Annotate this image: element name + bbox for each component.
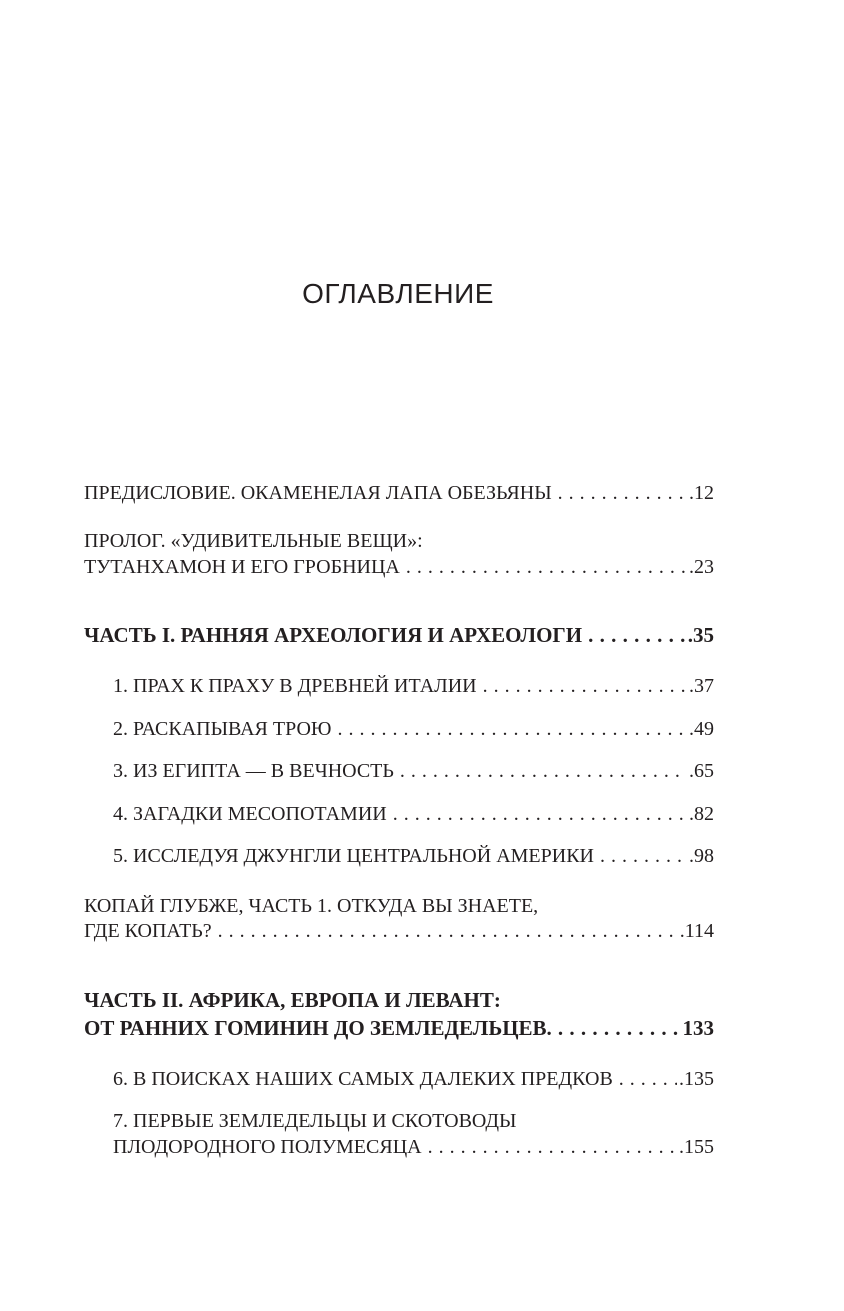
toc-entry-chapter-1[interactable] (113, 673, 714, 699)
toc-entry-title: ПРЕДИСЛОВИЕ. ОКАМЕНЕЛАЯ ЛАПА ОБЕЗЬЯНЫ (84, 482, 552, 504)
toc-entry-title: 3. ИЗ ЕГИПТА — В ВЕЧНОСТЬ (113, 760, 394, 782)
toc-entry-chapter-4[interactable] (113, 801, 714, 827)
toc-entry-title: 2. РАСКАПЫВАЯ ТРОЮ (113, 718, 332, 740)
toc-entry-title: 4. ЗАГАДКИ МЕСОПОТАМИИ (113, 803, 387, 825)
toc-entry-title: ГДЕ КОПАТЬ? (84, 920, 212, 942)
toc-entry-prologue[interactable] (84, 554, 714, 580)
toc-entry-title: ТУТАНХАМОН И ЕГО ГРОБНИЦА (84, 556, 400, 578)
toc-page-number: .114 (679, 920, 714, 942)
leader-dots (218, 918, 678, 944)
toc-entry-title: 5. ИССЛЕДУЯ ДЖУНГЛИ ЦЕНТРАЛЬНОЙ АМЕРИКИ (113, 845, 594, 867)
toc-part-title: ЧАСТЬ I. РАННЯЯ АРХЕОЛОГИЯ И АРХЕОЛОГИ (84, 623, 583, 647)
leader-dots (428, 1134, 677, 1160)
page-title: ОГЛАВЛЕНИЕ (302, 278, 494, 309)
toc-entry-chapter-2[interactable] (113, 716, 714, 742)
toc-page-number: .98 (689, 845, 714, 867)
toc-page-number: .49 (689, 718, 714, 740)
toc-page-number: .12 (689, 482, 714, 504)
leader-dots (400, 758, 687, 784)
leader-dots (558, 480, 687, 506)
toc-page-number: .135 (679, 1068, 714, 1090)
toc-page-number: 133 (682, 1016, 714, 1040)
toc-entry-part-2[interactable] (84, 1015, 714, 1041)
leader-dots (406, 554, 687, 580)
toc-entry-title: ПРОЛОГ. «УДИВИТЕЛЬНЫЕ ВЕЩИ»: (84, 530, 423, 552)
leader-dots (619, 1066, 677, 1092)
toc-entry-title: 6. В ПОИСКАХ НАШИХ САМЫХ ДАЛЕКИХ ПРЕДКОВ (113, 1068, 613, 1090)
toc-part-title: ОТ РАННИХ ГОМИНИН ДО ЗЕМЛЕДЕЛЬЦЕВ. (84, 1016, 552, 1040)
leader-dots (337, 716, 687, 742)
toc-entry-title: ПЛОДОРОДНОГО ПОЛУМЕСЯЦА (113, 1136, 422, 1158)
toc-page-number: .65 (689, 760, 714, 782)
toc-entry-title: 1. ПРАХ К ПРАХУ В ДРЕВНЕЙ ИТАЛИИ (113, 675, 477, 697)
leader-dots (600, 843, 687, 869)
toc-entry-chapter-7[interactable] (113, 1134, 714, 1160)
toc-entry-preface[interactable] (84, 480, 714, 506)
toc-entry-chapter-3[interactable] (113, 758, 714, 784)
toc-page-number: .37 (689, 675, 714, 697)
toc-page-number: .155 (679, 1136, 714, 1158)
toc-entry-part-2-line1[interactable] (84, 987, 714, 1013)
toc-page-number: .35 (687, 623, 714, 647)
toc-entry-title: 7. ПЕРВЫЕ ЗЕМЛЕДЕЛЬЦЫ И СКОТОВОДЫ (113, 1110, 517, 1132)
toc-entry-dig-deeper-1[interactable] (84, 918, 714, 944)
toc-entry-chapter-7-line1[interactable] (113, 1108, 714, 1134)
toc-entry-part-1[interactable] (84, 622, 714, 648)
toc-entry-prologue-line1[interactable] (84, 528, 714, 554)
toc-entry-title: КОПАЙ ГЛУБЖЕ, ЧАСТЬ 1. ОТКУДА ВЫ ЗНАЕТЕ, (84, 895, 539, 917)
toc-entry-dig-deeper-1-line1[interactable] (84, 893, 714, 919)
toc-page-number: .82 (689, 803, 714, 825)
leader-dots (393, 801, 687, 827)
leader-dots (588, 622, 686, 648)
toc-page-number: .23 (689, 556, 714, 578)
leader-dots (483, 673, 687, 699)
toc-entry-chapter-5[interactable] (113, 843, 714, 869)
toc-entry-chapter-6[interactable] (113, 1066, 714, 1092)
leader-dots (558, 1015, 681, 1041)
toc-part-title: ЧАСТЬ II. АФРИКА, ЕВРОПА И ЛЕВАНТ: (84, 988, 501, 1012)
